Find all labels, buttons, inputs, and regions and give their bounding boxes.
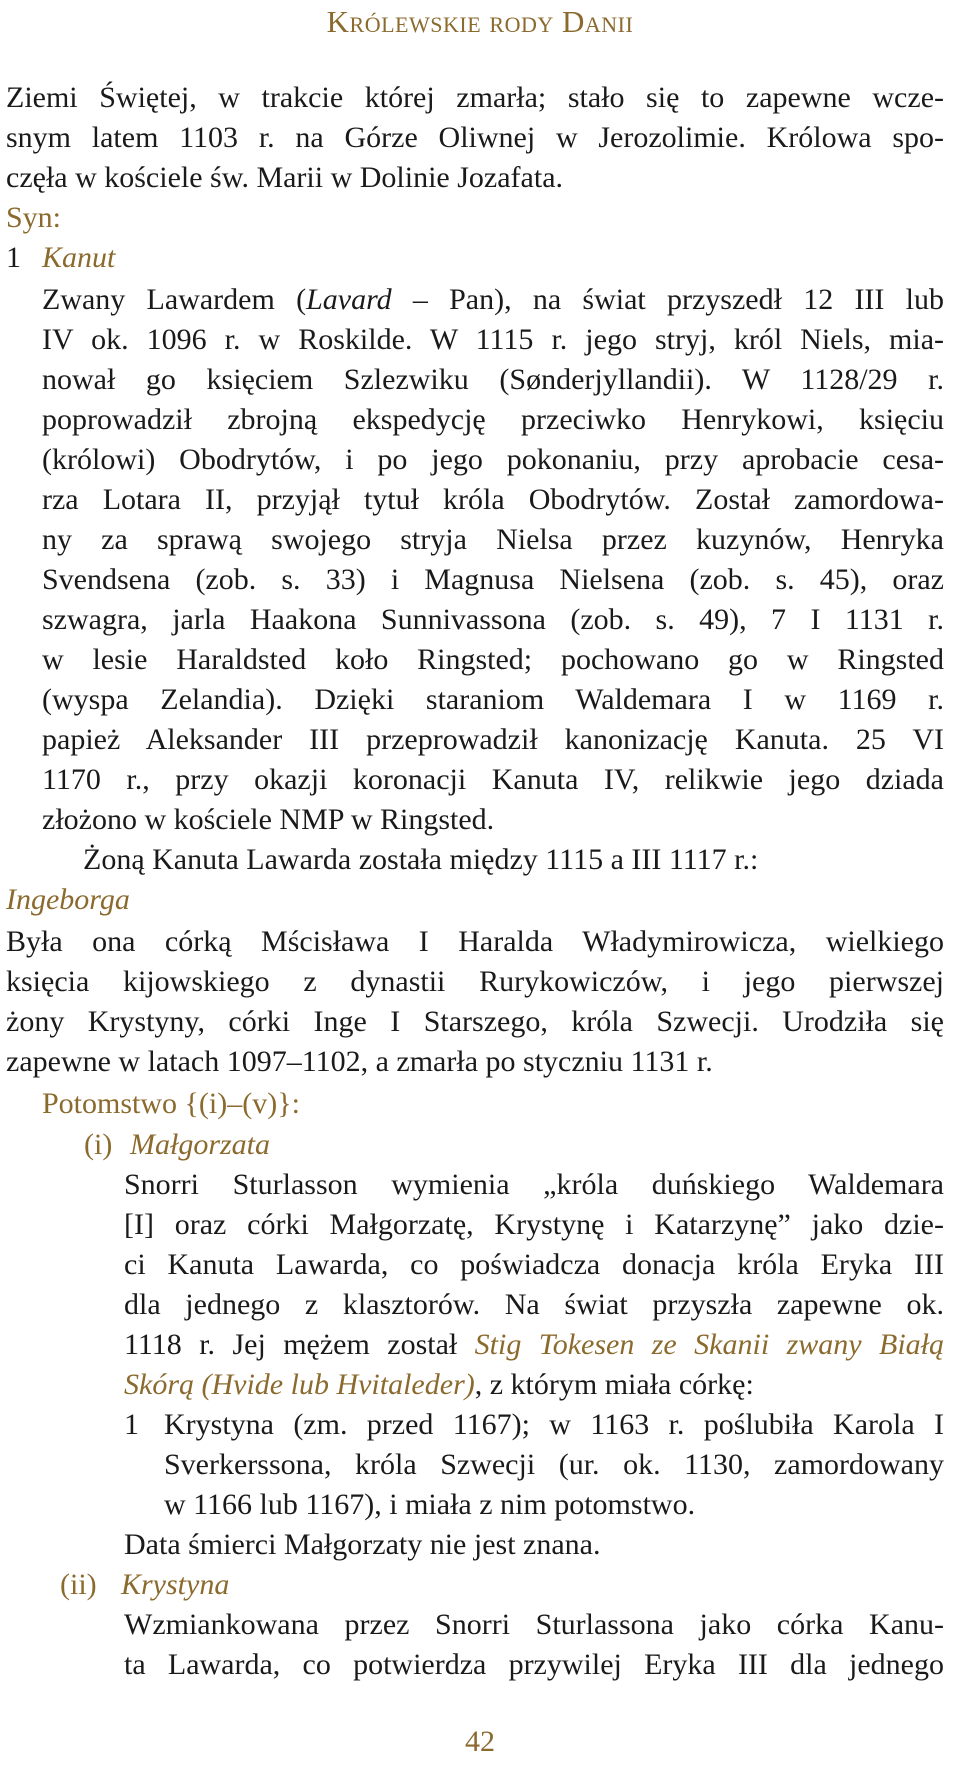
- text-line: Wzmiankowana przez Snorri Sturlassona jako córka Kanu-: [124, 1608, 944, 1641]
- text-line: [I] oraz córki Małgorzatę, Krystynę i Katarzynę” jako dzie-: [124, 1208, 944, 1241]
- entry-number: 1: [6, 241, 21, 274]
- text-line: Snorri Sturlasson wymienia „króla duńskiego Waldemara: [124, 1168, 944, 1201]
- person-name-stig: Stig Tokesen ze Skanii zwany Białą: [474, 1328, 944, 1361]
- text-line: Krystyna (zm. przed 1167); w 1163 r. poślubiła Karola I: [164, 1408, 944, 1441]
- text-line: papież Aleksander III przeprowadził kanonizację Kanuta. 25 VI: [42, 723, 944, 756]
- text-line: szwagra, jarla Haakona Sunnivassona (zob. s. 49), 7 I 1131 r.: [42, 603, 944, 636]
- running-header: Królewskie rody Danii: [326, 4, 634, 39]
- text-line: Ziemi Świętej, w trakcie której zmarła; stało się to zapewne wcze-: [6, 81, 944, 114]
- text-line: (królowi) Obodrytów, i po jego pokonaniu, przy aprobacie cesa-: [42, 443, 944, 476]
- text-line: poprowadził zbrojną ekspedycję przeciwko Henrykowi, księciu: [42, 403, 944, 436]
- entry-number: (i): [84, 1128, 113, 1161]
- entry-number: (ii): [60, 1568, 97, 1601]
- text-line: zapewne w latach 1097–1102, a zmarła po styczniu 1131 r.: [6, 1045, 713, 1078]
- text-line: złożono w kościele NMP w Ringsted.: [42, 803, 495, 836]
- text-line: w lesie Haraldsted koło Ringsted; pochowano go w Ringsted: [42, 643, 944, 676]
- text-line: Zwany Lawardem (Lavard – Pan), na świat przyszedł 12 III lub: [42, 283, 944, 316]
- person-name-ingeborga: Ingeborga: [6, 883, 130, 916]
- text-line: rza Lotara II, przyjął tytuł króla Obodrytów. Został zamordowa-: [42, 483, 944, 516]
- person-name-kanut: Kanut: [42, 241, 116, 274]
- text-line: Żoną Kanuta Lawarda została między 1115 a III 1117 r.:: [83, 843, 759, 876]
- text-line: 1170 r., przy okazji koronacji Kanuta IV, relikwie jego dziada: [42, 763, 944, 796]
- text-line: ci Kanuta Lawarda, co poświadcza donacja króla Eryka III: [124, 1248, 944, 1281]
- text-line: żony Krystyny, córki Inge I Starszego, króla Szwecji. Urodziła się: [6, 1005, 944, 1038]
- text-line: snym latem 1103 r. na Górze Oliwnej w Jerozolimie. Królowa spo-: [6, 121, 944, 154]
- text-line: 1118 r. Jej mężem został Stig Tokesen ze Skanii zwany Białą: [124, 1328, 944, 1361]
- text-line: nował go księciem Szlezwiku (Sønderjyllandii). W 1128/29 r.: [42, 363, 944, 396]
- entry-number: 1: [124, 1408, 139, 1441]
- text-line: ny za sprawą swojego stryja Nielsa przez kuzynów, Henryka: [42, 523, 944, 556]
- text-line: Svendsena (zob. s. 33) i Magnusa Nielsena (zob. s. 45), oraz: [42, 563, 944, 596]
- text-line: Skórą (Hvide lub Hvitaleder), z którym miała córkę:: [124, 1368, 754, 1401]
- text-line: częła w kościele św. Marii w Dolinie Jozafata.: [6, 161, 564, 194]
- section-label-offspring: Potomstwo {(i)–(v)}:: [42, 1087, 300, 1120]
- text-line: księcia kijowskiego z dynastii Rurykowiczów, i jego pierwszej: [6, 965, 944, 998]
- text-line: dla jednego z klasztorów. Na świat przyszła zapewne ok.: [124, 1288, 944, 1321]
- text-line: Sverkerssona, króla Szwecji (ur. ok. 1130, zamordowany: [164, 1448, 944, 1481]
- text-line: ta Lawarda, co potwierdza przywilej Eryka III dla jednego: [124, 1648, 944, 1681]
- text-line: IV ok. 1096 r. w Roskilde. W 1115 r. jego stryj, król Niels, mia-: [42, 323, 944, 356]
- section-label-son: Syn:: [6, 201, 62, 234]
- person-name-malgorzata: Małgorzata: [130, 1128, 271, 1161]
- text-line: Data śmierci Małgorzaty nie jest znana.: [124, 1528, 601, 1561]
- page-number: 42: [465, 1725, 495, 1758]
- text-line: w 1166 lub 1167), i miała z nim potomstwo.: [164, 1488, 696, 1521]
- text-line: Była ona córką Mścisława I Haralda Władymirowicza, wielkiego: [6, 925, 944, 958]
- person-name-krystyna: Krystyna: [121, 1568, 230, 1601]
- text-line: (wyspa Zelandia). Dzięki staraniom Waldemara I w 1169 r.: [42, 683, 944, 716]
